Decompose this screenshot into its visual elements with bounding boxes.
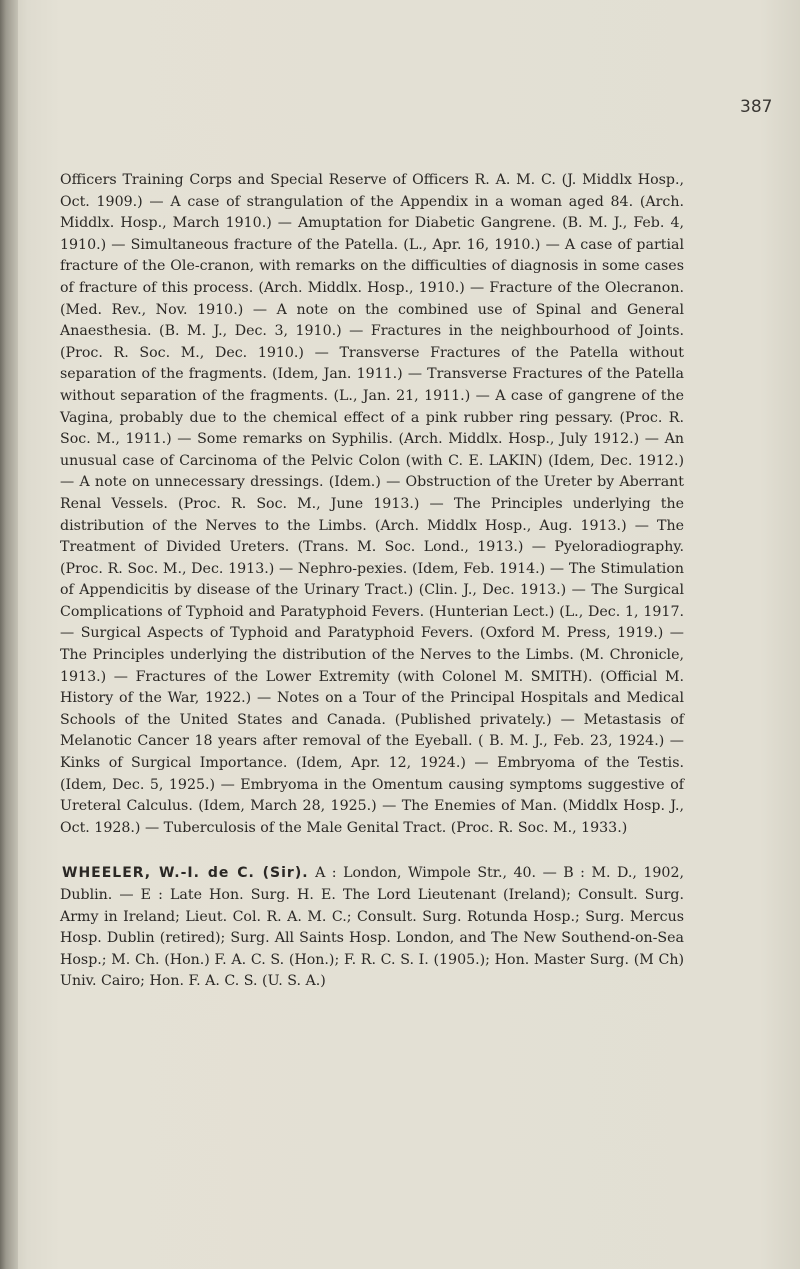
entry-name: WHEELER, W.-I. de C. (Sir). — [62, 865, 309, 882]
biography-entry — [60, 863, 684, 993]
bibliography-continuation: Officers Training Corps and Special Reserve of Officers R. A. M. C. (J. Middlx Hosp., Oct. 1909.) — A case of strangulation of the Appendix in a woman aged 84. (Arch. Middlx. Hosp., March 1910.) — Amuptation for Diabetic Gangrene. (B. M. J., Feb. 4, 1910.) — Simultaneous fracture of the Patella. (L., Apr. 16, 1910.) — A case of partial fracture of the Ole-cranon, with remarks on the difficulties of diagnosis in some cases of fracture of this process. (Arch. Middlx. Hosp., 1910.) — Fracture of the Olecranon. (Med. Rev., Nov. 1910.) — A note on the combined use of Spinal and General Anaesthesia. (B. M. J., Dec. 3, 1910.) — Fractures in the neighbourhood of Joints. (Proc. R. Soc. M., Dec. 1910.) — Transverse Fractures of the Patella without separation of the fragments. (Idem, Jan. 1911.) — Transverse Fractures of the Patella without separation of the fragments. (L., Jan. 21, 1911.) — A case of gangrene of the Vagina, probably due to the chemical effect of a pink rubber ring pessary. (Proc. R. Soc. M., 1911.) — Some remarks on Syphilis. (Arch. Middlx. Hosp., July 1912.) — An unusual case of Carcinoma of the Pelvic Colon (with C. E. LAKIN) (Idem, Dec. 1912.) — A note on unnecessary dressings. (Idem.) — Obstruction of the Ureter by Aberrant Renal Vessels. (Proc. R. Soc. M., June 1913.) — The Principles underlying the distribution of the Nerves to the Limbs. (Arch. Middlx Hosp., Aug. 1913.) — The Treatment of Divided Ureters. (Trans. M. Soc. Lond., 1913.) — Pyeloradiography. (Proc. R. Soc. M., Dec. 1913.) — Nephro-pexies. (Idem, Feb. 1914.) — The Stimulation of Appendicitis by disease of the Urinary Tract.) (Clin. J., Dec. 1913.) — The Surgical Complications of Typhoid and Paratyphoid Fevers. (Hunterian Lect.) (L., Dec. 1, 1917. — Surgical Aspects of Typhoid and Paratyphoid Fevers. (Oxford M. Press, 1919.) — The Principles underlying the distribution of the Nerves to the Limbs. (M. Chronicle, 1913.) — Fractures of the Lower Extremity (with Colonel M. SMITH). (Official M. History of the War, 1922.) — Notes on a Tour of the Principal Hospitals and Medical Schools of the United States and Canada. (Published privately.) — Metastasis of Melanotic Cancer 18 years after removal of the Eyeball. ( B. M. J., Feb. 23, 1924.) — Kinks of Surgical Importance. (Idem, Apr. 12, 1924.) — Embryoma of the Testis. (Idem, Dec. 5, 1925.) — Embryoma in the Omentum causing symptoms suggestive of Ureteral Calculus. (Idem, March 28, 1925.) — The Enemies of Man. (Middlx Hosp. J., Oct. 1928.) — Tuberculosis of the Male Genital Tract. (Proc. R. Soc. M., 1933.) — [60, 172, 684, 836]
page-number: 387 — [740, 97, 773, 117]
entry-details: A : London, Wimpole Str., 40. — B : M. D., 1902, Dublin. — E : Late Hon. Surg. H. E. The Lord Lieutenant (Ireland); Consult. Surg. Army in Ireland; Lieut. Col. R. A. M. C.; Consult. Surg. Rotunda Hosp.; Surg. Mercus Hosp. Dublin (retired); Surg. All Saints Hosp. London, and The New Southend-on-Sea Hosp.; M. Ch. (Hon.) F. A. C. S. (Hon.); F. R. C. S. I. (1905.); Hon. Master Surg. (M Ch) Univ. Cairo; Hon. F. A. C. S. (U. S. A.) — [60, 865, 684, 990]
page-body — [60, 170, 684, 993]
book-spine-shadow — [0, 0, 18, 1269]
